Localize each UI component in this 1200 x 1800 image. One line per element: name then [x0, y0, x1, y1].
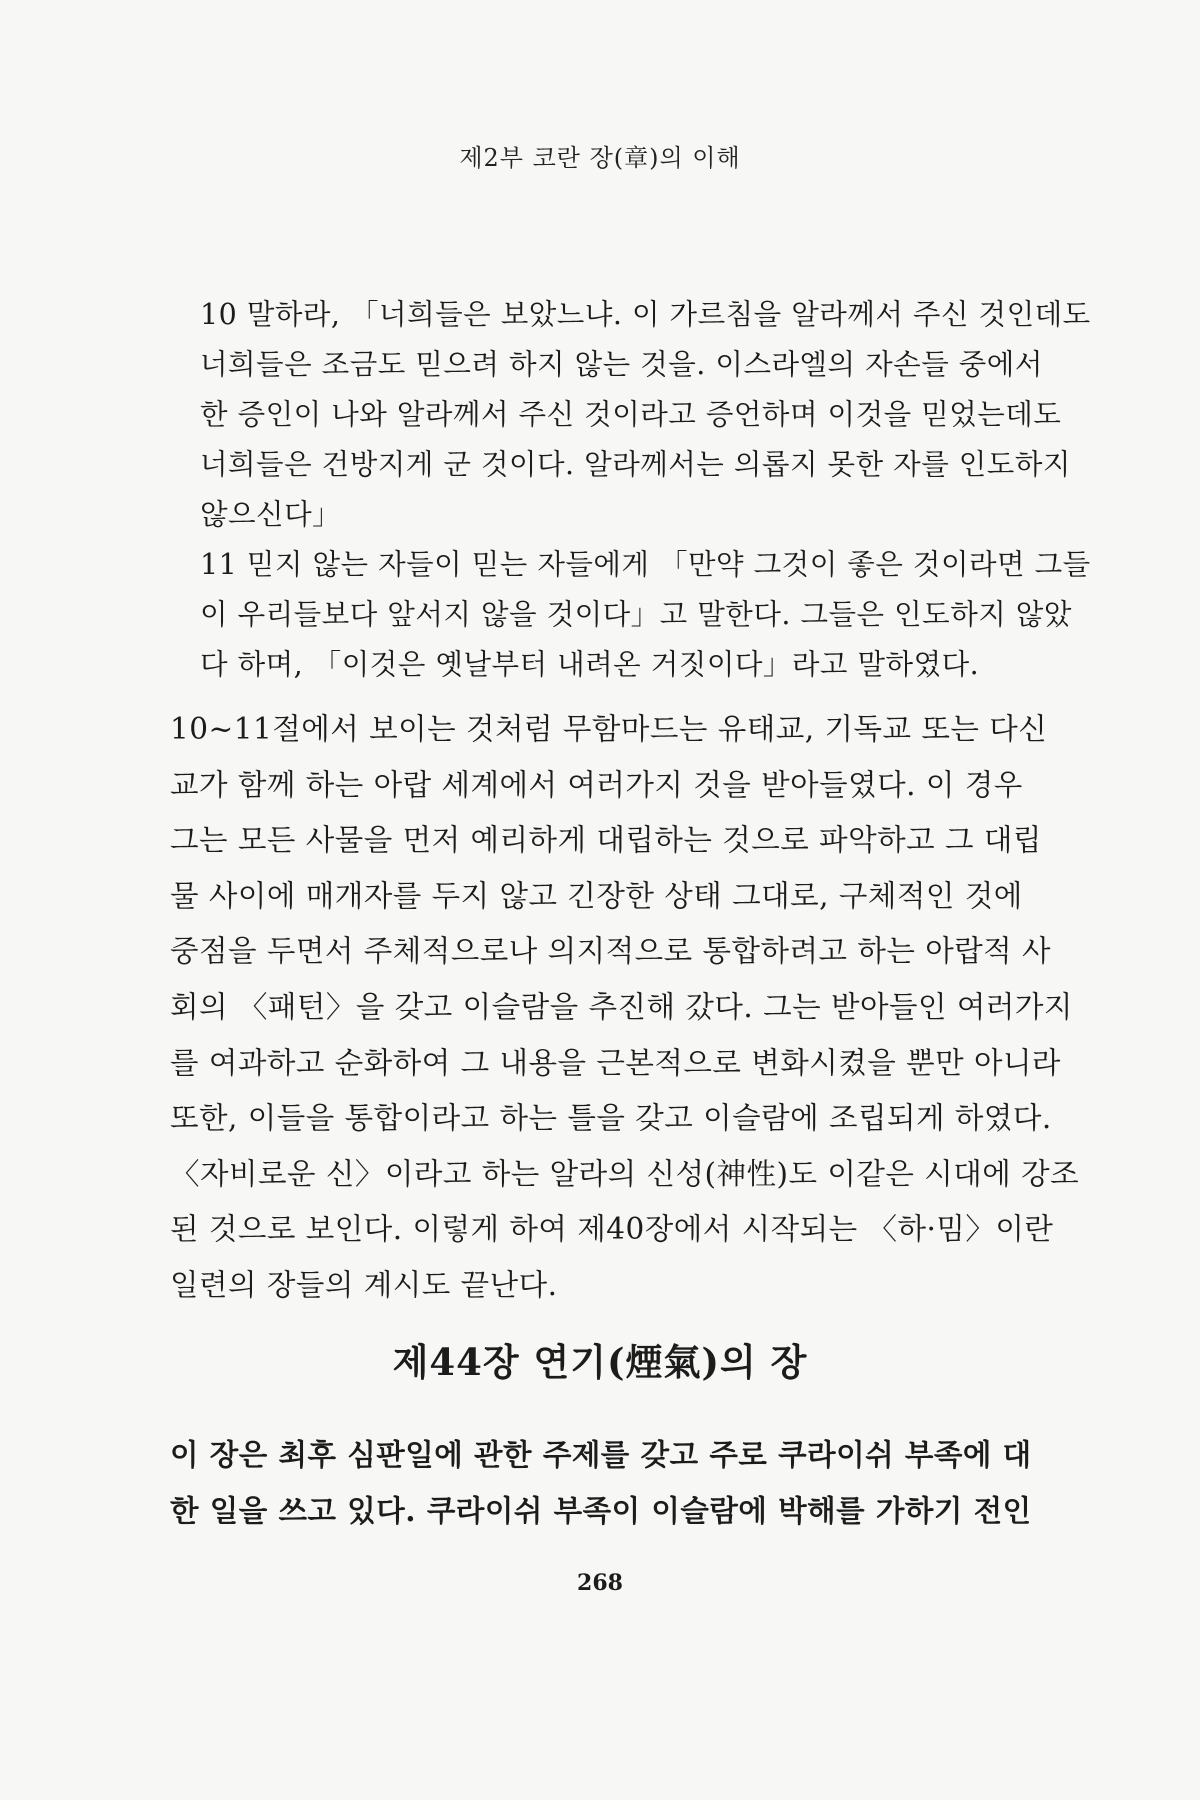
- running-header: 제2부 코란 장(章)의 이해: [459, 144, 741, 172]
- commentary-line: 물 사이에 매개자를 두지 않고 긴장한 상태 그대로, 구체적인 것에: [170, 878, 1023, 913]
- intro-line: 이 장은 최후 심판일에 관한 주제를 갖고 주로 쿠라이쉬 부족에 대: [170, 1437, 1032, 1472]
- commentary-paragraph: [170, 702, 1080, 1314]
- commentary-line: 를 여과하고 순화하여 그 내용을 근본적으로 변화시켰을 뿐만 아니라: [170, 1045, 1061, 1080]
- intro-line: 한 일을 쓰고 있다. 쿠라이쉬 부족이 이슬람에 박해를 가하기 전인: [170, 1493, 1032, 1528]
- verse-block: [200, 290, 1091, 690]
- verse-line: 너희들은 조금도 믿으려 하지 않는 것을. 이스라엘의 자손들 중에서: [200, 348, 1043, 381]
- verse-line: 다 하며, 「이것은 옛날부터 내려온 거짓이다」라고 말하였다.: [200, 648, 980, 681]
- commentary-line: 〈자비로운 신〉이라고 하는 알라의 신성(神性)도 이같은 시대에 강조: [170, 1156, 1080, 1191]
- chapter-intro: [170, 1427, 1050, 1539]
- page-number: 268: [577, 1570, 623, 1596]
- commentary-line: 또한, 이들을 통합이라고 하는 틀을 갖고 이슬람에 조립되게 하였다.: [170, 1101, 1052, 1136]
- commentary-line: 그는 모든 사물을 먼저 예리하게 대립하는 것으로 파악하고 그 대립: [170, 823, 1042, 858]
- commentary-line: 교가 함께 하는 아랍 세계에서 여러가지 것을 받아들였다. 이 경우: [170, 767, 1023, 802]
- commentary-line: 회의 〈패턴〉을 갖고 이슬람을 추진해 갔다. 그는 받아들인 여러가지: [170, 989, 1073, 1024]
- verse-line: 않으신다」: [200, 498, 342, 531]
- verse-line: 한 증인이 나와 알라께서 주신 것이라고 증언하며 이것을 믿었는데도: [200, 398, 1062, 431]
- commentary-line: 10~11절에서 보이는 것처럼 무함마드는 유태교, 기독교 또는 다신: [170, 712, 1048, 746]
- verse-line: 이 우리들보다 앞서지 않을 것이다」고 말한다. 그들은 인도하지 않았: [200, 598, 1072, 631]
- verse-line: 너희들은 건방지게 군 것이다. 알라께서는 의롭지 못한 자를 인도하지: [200, 448, 1071, 481]
- commentary-line: 중점을 두면서 주체적으로나 의지적으로 통합하려고 하는 아랍적 사: [170, 934, 1052, 969]
- verse-line: 10 말하라, 「너희들은 보았느냐. 이 가르침을 알라께서 주신 것인데도: [200, 298, 1091, 331]
- verse-line: 11 믿지 않는 자들이 믿는 자들에게 「만약 그것이 좋은 것이라면 그들: [200, 548, 1091, 581]
- commentary-line: 일련의 장들의 계시도 끝난다.: [170, 1267, 558, 1302]
- commentary-line: 된 것으로 보인다. 이렇게 하여 제40장에서 시작되는 〈하·밈〉이란: [170, 1212, 1054, 1247]
- chapter-heading: 제44장 연기(煙氣)의 장: [392, 1340, 808, 1384]
